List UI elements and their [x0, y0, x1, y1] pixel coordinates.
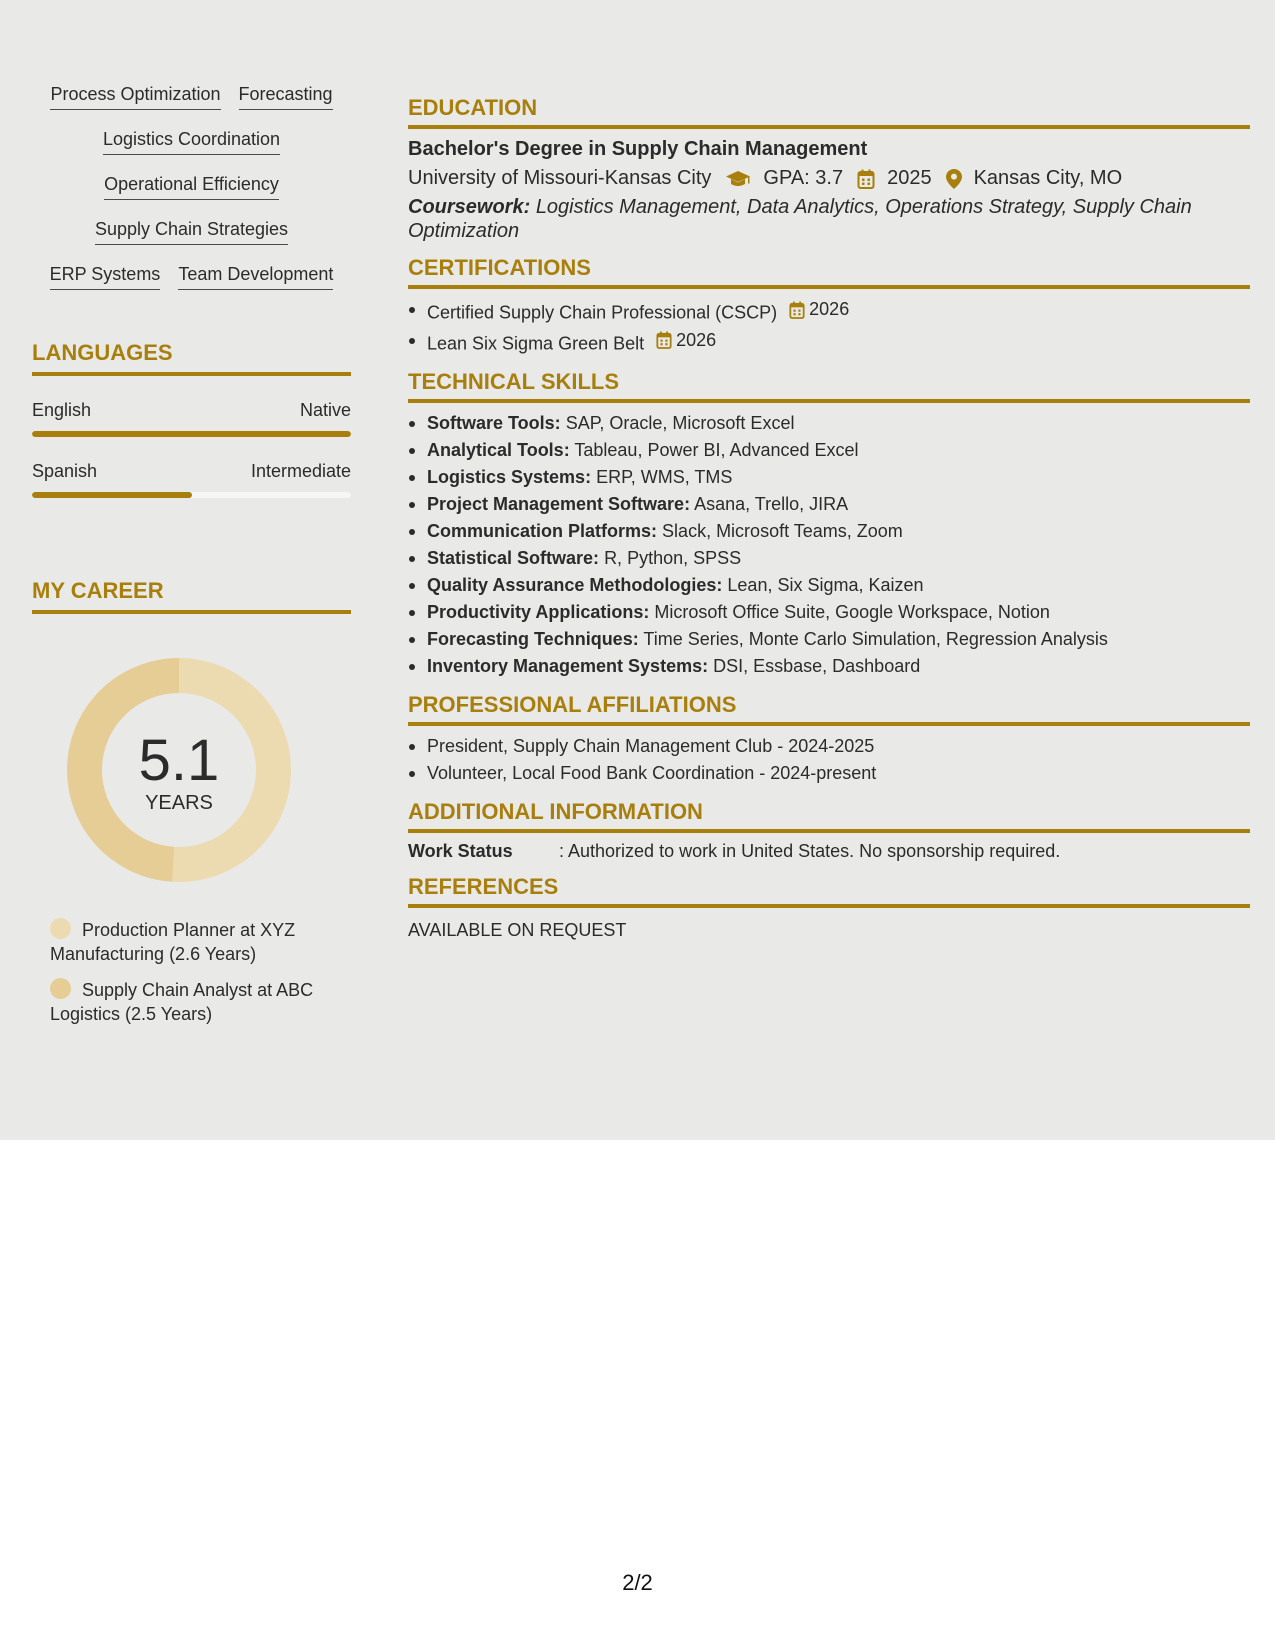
language-level: Intermediate — [250, 461, 351, 481]
language-bar — [32, 431, 351, 437]
coursework-label: Coursework: — [408, 196, 531, 218]
tech-skill-label: Communication Platforms: — [427, 521, 658, 541]
tech-skill-value: SAP, Oracle, Microsoft Excel — [565, 413, 795, 433]
legend-dot — [50, 978, 71, 999]
language-item — [32, 461, 351, 498]
career-legend — [50, 918, 340, 1026]
tech-skill-label: Logistics Systems: — [427, 467, 592, 487]
legend-label: Production Planner at XYZ Manufacturing (2.6 Years) — [50, 920, 296, 964]
graduation-cap-icon — [725, 170, 751, 188]
right-column — [408, 96, 1250, 954]
coursework — [408, 195, 1250, 243]
tech-skill-value: Microsoft Office Suite, Google Workspace, Notion — [654, 602, 1050, 622]
tech-skill-item — [408, 545, 1250, 572]
career-total-years: 5.1 — [138, 728, 220, 793]
tech-skill-item — [408, 572, 1250, 599]
calendar-icon — [857, 169, 875, 189]
affiliation-item: Volunteer, Local Food Bank Coordination - 2024-present — [408, 760, 1250, 787]
tech-skill-item — [408, 518, 1250, 545]
certification-name: Certified Supply Chain Professional (CSCP) — [427, 302, 778, 323]
affiliations-list — [408, 733, 1250, 787]
tech-skill-value: Lean, Six Sigma, Kaizen — [727, 575, 924, 595]
tech-skill-label: Forecasting Techniques: — [427, 629, 639, 649]
tech-skill-item — [408, 653, 1250, 680]
legend-item — [50, 978, 340, 1026]
school-name: University of Missouri-Kansas City — [408, 167, 712, 189]
degree-title: Bachelor's Degree in Supply Chain Management — [408, 138, 868, 160]
language-bar — [32, 492, 351, 498]
technical-skills-heading: TECHNICAL SKILLS — [408, 370, 1250, 403]
additional-info-section — [408, 800, 1250, 862]
skill-tag: Process Optimization — [50, 84, 220, 110]
certifications-section — [408, 256, 1250, 357]
education-heading: EDUCATION — [408, 96, 1250, 129]
career-years-label: YEARS — [145, 792, 213, 814]
coursework-list: Logistics Management, Data Analytics, Operations Strategy, Supply Chain Optimization — [408, 196, 1192, 242]
technical-skills-list — [408, 410, 1250, 680]
skill-tag: Team Development — [178, 264, 333, 290]
affiliation-item: President, Supply Chain Management Club - 2024-2025 — [408, 733, 1250, 760]
tech-skill-item — [408, 464, 1250, 491]
certification-year: 2026 — [809, 299, 850, 319]
skill-tag: ERP Systems — [50, 264, 161, 290]
references-text: AVAILABLE ON REQUEST — [408, 920, 627, 940]
certification-name: Lean Six Sigma Green Belt — [427, 333, 645, 353]
education-section — [408, 96, 1250, 243]
work-status-label: Work Status — [408, 841, 513, 861]
tech-skill-item — [408, 626, 1250, 653]
tech-skill-value: Asana, Trello, JIRA — [694, 494, 849, 514]
calendar-icon — [789, 301, 805, 319]
certifications-heading: CERTIFICATIONS — [408, 256, 1250, 289]
tech-skill-value: R, Python, SPSS — [604, 548, 742, 568]
skill-tag: Operational Efficiency — [104, 174, 279, 200]
tech-skill-label: Quality Assurance Methodologies: — [427, 575, 723, 595]
career-donut-chart — [67, 658, 291, 882]
language-item — [32, 400, 351, 437]
work-status-value: : Authorized to work in United States. No sponsorship required. — [559, 841, 1061, 861]
language-bar-fill — [32, 492, 192, 498]
skill-tag: Logistics Coordination — [103, 129, 280, 155]
tech-skill-label: Software Tools: — [427, 413, 561, 433]
legend-item — [50, 918, 340, 966]
certification-item — [408, 296, 1250, 327]
skill-tags — [32, 84, 351, 290]
graduation-year: 2025 — [887, 167, 932, 189]
technical-skills-section — [408, 370, 1250, 680]
references-section — [408, 875, 1250, 941]
tech-skill-label: Analytical Tools: — [427, 440, 570, 460]
additional-info-heading: ADDITIONAL INFORMATION — [408, 800, 1250, 833]
tech-skill-item — [408, 599, 1250, 626]
language-name: English — [32, 400, 92, 420]
language-level: Native — [299, 400, 351, 420]
legend-dot — [50, 918, 71, 939]
tech-skill-value: ERP, WMS, TMS — [596, 467, 733, 487]
education-meta — [408, 167, 1250, 190]
certifications-list — [408, 296, 1250, 357]
affiliations-section — [408, 693, 1250, 787]
tech-skill-label: Project Management Software: — [427, 494, 691, 514]
tech-skill-value: DSI, Essbase, Dashboard — [713, 656, 921, 676]
tech-skill-label: Statistical Software: — [427, 548, 600, 568]
affiliations-heading: PROFESSIONAL AFFILIATIONS — [408, 693, 1250, 726]
language-name: Spanish — [32, 461, 98, 481]
certification-year: 2026 — [676, 329, 717, 350]
tech-skill-value: Tableau, Power BI, Advanced Excel — [574, 440, 859, 460]
certification-item — [408, 327, 1250, 358]
school-location: Kansas City, MO — [973, 167, 1123, 189]
tech-skill-value: Slack, Microsoft Teams, Zoom — [662, 521, 903, 541]
career-heading: MY CAREER — [32, 578, 351, 614]
tech-skill-item — [408, 437, 1250, 464]
tech-skill-value: Time Series, Monte Carlo Simulation, Regression Analysis — [643, 629, 1108, 649]
tech-skill-label: Inventory Management Systems: — [427, 656, 709, 676]
calendar-icon — [656, 331, 672, 349]
tech-skill-item — [408, 410, 1250, 437]
skill-tag: Supply Chain Strategies — [95, 219, 288, 245]
location-pin-icon — [946, 169, 962, 189]
references-heading: REFERENCES — [408, 875, 1250, 908]
languages-heading: LANGUAGES — [32, 340, 351, 376]
language-bar-fill — [32, 431, 351, 437]
skill-tag: Forecasting — [239, 84, 333, 110]
legend-label: Supply Chain Analyst at ABC Logistics (2.5 Years) — [50, 980, 314, 1024]
page-number: 2/2 — [622, 1570, 653, 1595]
left-column — [32, 84, 351, 1038]
tech-skill-item — [408, 491, 1250, 518]
work-status-row — [408, 841, 1250, 862]
gpa: GPA: 3.7 — [763, 167, 844, 189]
tech-skill-label: Productivity Applications: — [427, 602, 650, 622]
